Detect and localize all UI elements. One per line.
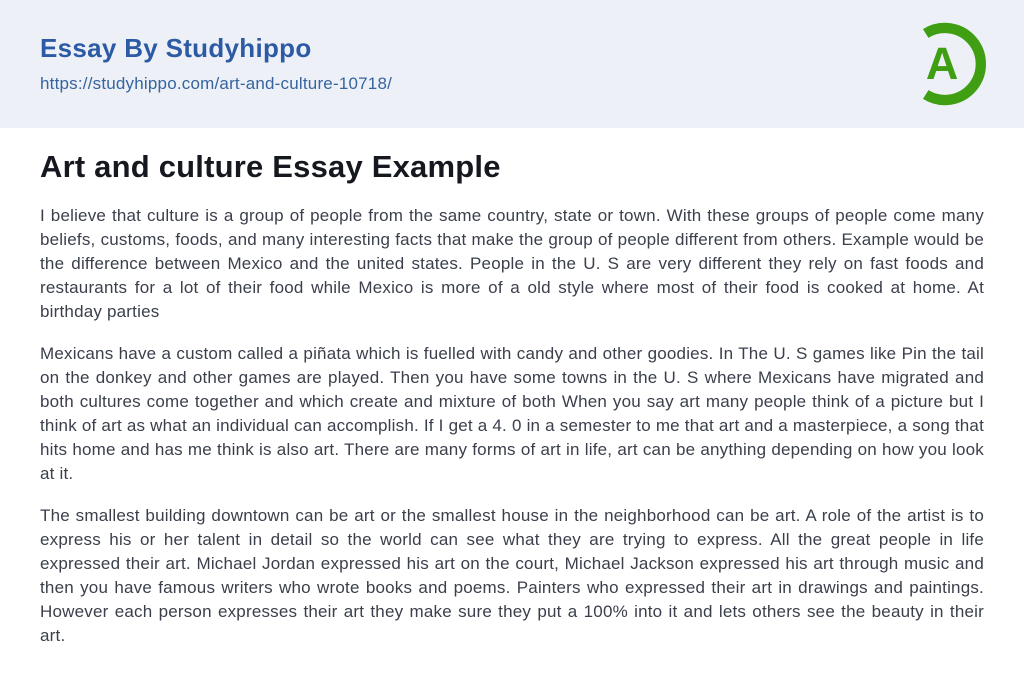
page-url-link[interactable]: https://studyhippo.com/art-and-culture-10718/ xyxy=(40,74,393,94)
essay-paragraph-3: The smallest building downtown can be art or the smallest house in the neighborhood can be art. A role of the artist is to express his or her talent in detail so the world can see what they are trying to express. All the great people in life expressed their art. Michael Jordan expressed his art on the court, Michael Jackson expressed his art through music and then you have famous writers who wrote books and poems. Painters who expressed their art in drawings and paintings. However each person expresses their art they make sure they put a 100% into it and lets others see the beauty in their art. xyxy=(40,506,984,645)
essay-content xyxy=(0,149,1024,648)
essay-paragraph-2: Mexicans have a custom called a piñata which is fuelled with candy and other goodies. In The U. S games like Pin the tail on the donkey and other games are played. Then you have some towns in the U. S where Mexicans have migrated and both cultures come together and which create and mixture of both When you say art many people think of a picture but I think of art as what an individual can accomplish. If I get a 4. 0 in a semester to me that art and a masterpiece, a song that hits home and has me think is also art. There are many forms of art in life, art can be anything depending on how you look at it. xyxy=(40,344,984,483)
essay-title: Art and culture Essay Example xyxy=(40,149,501,184)
site-title: Essay By Studyhippo xyxy=(40,32,312,63)
logo-letter: A xyxy=(925,37,959,89)
logo-arc-icon xyxy=(898,18,988,110)
header-text-block xyxy=(40,34,392,95)
essay-paragraph-1: I believe that culture is a group of people from the same country, state or town. With these groups of people come many beliefs, customs, foods, and many interesting facts that make the group of people different from others. Example would be the difference between Mexico and the united states. People in the U. S are very different they rely on fast foods and restaurants for a lot of their food while Mexico is more of a old style where most of their food is cooked at home. At birthday parties xyxy=(40,206,984,321)
page-header xyxy=(0,0,1024,128)
studyhippo-logo xyxy=(898,18,988,110)
